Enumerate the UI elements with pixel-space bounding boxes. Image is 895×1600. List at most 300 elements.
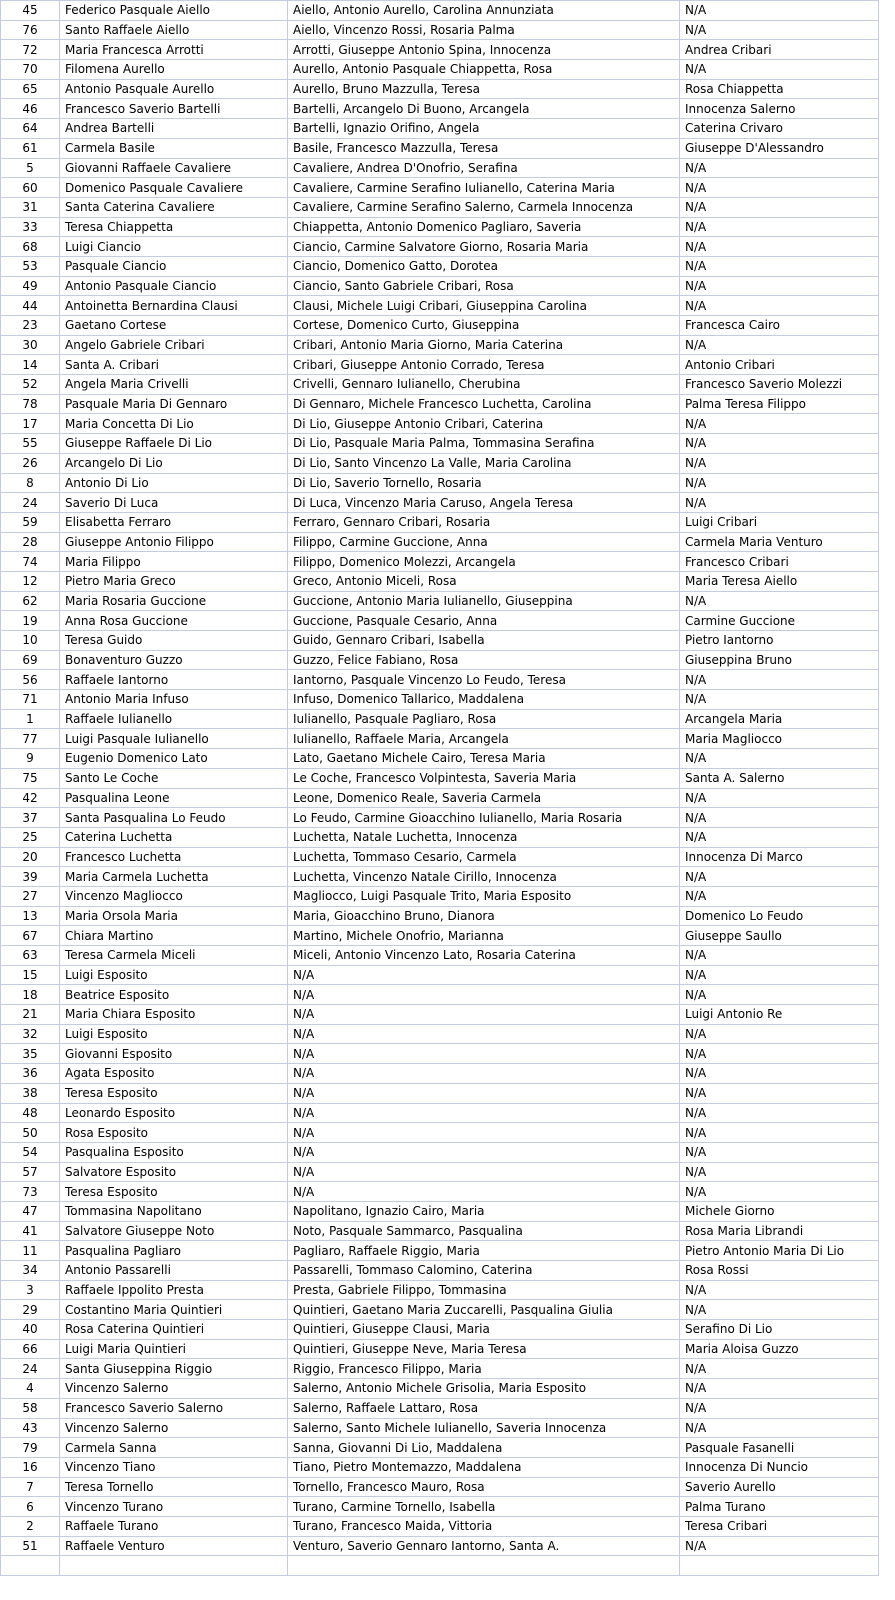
person-name-cell[interactable] bbox=[60, 1556, 288, 1576]
record-number-cell[interactable]: 25 bbox=[1, 827, 60, 847]
record-number-cell[interactable]: 70 bbox=[1, 60, 60, 80]
parents-cell[interactable]: Crivelli, Gennaro Iulianello, Cherubina bbox=[288, 375, 680, 395]
record-number-cell[interactable]: 45 bbox=[1, 1, 60, 21]
parents-cell[interactable]: Tornello, Francesco Mauro, Rosa bbox=[288, 1477, 680, 1497]
parents-cell[interactable]: Filippo, Domenico Molezzi, Arcangela bbox=[288, 552, 680, 572]
parents-cell[interactable]: Cavaliere, Carmine Serafino Iulianello, Caterina Maria bbox=[288, 178, 680, 198]
parents-cell[interactable]: Greco, Antonio Miceli, Rosa bbox=[288, 571, 680, 591]
record-number-cell[interactable]: 37 bbox=[1, 808, 60, 828]
person-name-cell[interactable]: Teresa Esposito bbox=[60, 1182, 288, 1202]
person-name-cell[interactable]: Angelo Gabriele Cribari bbox=[60, 335, 288, 355]
parents-cell[interactable]: Luchetta, Vincenzo Natale Cirillo, Innocenza bbox=[288, 867, 680, 887]
parents-cell[interactable]: Lo Feudo, Carmine Gioacchino Iulianello, Maria Rosaria bbox=[288, 808, 680, 828]
record-number-cell[interactable]: 42 bbox=[1, 788, 60, 808]
person-name-cell[interactable]: Luigi Maria Quintieri bbox=[60, 1339, 288, 1359]
parents-cell[interactable]: Turano, Carmine Tornello, Isabella bbox=[288, 1497, 680, 1517]
parents-cell[interactable]: N/A bbox=[288, 1123, 680, 1143]
person-name-cell[interactable]: Santo Raffaele Aiello bbox=[60, 20, 288, 40]
record-number-cell[interactable]: 38 bbox=[1, 1083, 60, 1103]
spouse-cell[interactable]: N/A bbox=[680, 276, 879, 296]
parents-cell[interactable]: Filippo, Carmine Guccione, Anna bbox=[288, 532, 680, 552]
spouse-cell[interactable]: N/A bbox=[680, 808, 879, 828]
record-number-cell[interactable]: 24 bbox=[1, 493, 60, 513]
person-name-cell[interactable]: Giuseppe Raffaele Di Lio bbox=[60, 434, 288, 454]
spouse-cell[interactable]: Maria Aloisa Guzzo bbox=[680, 1339, 879, 1359]
person-name-cell[interactable]: Caterina Luchetta bbox=[60, 827, 288, 847]
spouse-cell[interactable]: Teresa Cribari bbox=[680, 1516, 879, 1536]
spouse-cell[interactable]: N/A bbox=[680, 434, 879, 454]
record-number-cell[interactable]: 57 bbox=[1, 1162, 60, 1182]
parents-cell[interactable]: N/A bbox=[288, 1005, 680, 1025]
spouse-cell[interactable]: N/A bbox=[680, 296, 879, 316]
record-number-cell[interactable]: 64 bbox=[1, 119, 60, 139]
parents-cell[interactable]: Sanna, Giovanni Di Lio, Maddalena bbox=[288, 1438, 680, 1458]
parents-cell[interactable]: Miceli, Antonio Vincenzo Lato, Rosaria Caterina bbox=[288, 946, 680, 966]
spouse-cell[interactable]: N/A bbox=[680, 1024, 879, 1044]
spouse-cell[interactable]: Luigi Antonio Re bbox=[680, 1005, 879, 1025]
person-name-cell[interactable]: Agata Esposito bbox=[60, 1064, 288, 1084]
record-number-cell[interactable]: 51 bbox=[1, 1536, 60, 1556]
person-name-cell[interactable]: Antonio Pasquale Aurello bbox=[60, 79, 288, 99]
person-name-cell[interactable]: Raffaele Venturo bbox=[60, 1536, 288, 1556]
spouse-cell[interactable]: Giuseppina Bruno bbox=[680, 650, 879, 670]
person-name-cell[interactable]: Raffaele Iulianello bbox=[60, 709, 288, 729]
parents-cell[interactable]: Cavaliere, Andrea D'Onofrio, Serafina bbox=[288, 158, 680, 178]
person-name-cell[interactable]: Maria Concetta Di Lio bbox=[60, 414, 288, 434]
parents-cell[interactable]: Cortese, Domenico Curto, Giuseppina bbox=[288, 316, 680, 336]
person-name-cell[interactable]: Angela Maria Crivelli bbox=[60, 375, 288, 395]
spouse-cell[interactable]: N/A bbox=[680, 20, 879, 40]
spouse-cell[interactable]: N/A bbox=[680, 788, 879, 808]
record-number-cell[interactable] bbox=[1, 1556, 60, 1576]
person-name-cell[interactable]: Salvatore Esposito bbox=[60, 1162, 288, 1182]
person-name-cell[interactable]: Raffaele Turano bbox=[60, 1516, 288, 1536]
spouse-cell[interactable]: Rosa Chiappetta bbox=[680, 79, 879, 99]
parents-cell[interactable]: Di Lio, Pasquale Maria Palma, Tommasina Serafina bbox=[288, 434, 680, 454]
record-number-cell[interactable]: 62 bbox=[1, 591, 60, 611]
person-name-cell[interactable]: Teresa Carmela Miceli bbox=[60, 946, 288, 966]
record-number-cell[interactable]: 33 bbox=[1, 217, 60, 237]
record-number-cell[interactable]: 23 bbox=[1, 316, 60, 336]
record-number-cell[interactable]: 59 bbox=[1, 512, 60, 532]
record-number-cell[interactable]: 20 bbox=[1, 847, 60, 867]
record-number-cell[interactable]: 10 bbox=[1, 631, 60, 651]
spouse-cell[interactable]: N/A bbox=[680, 591, 879, 611]
parents-cell[interactable]: N/A bbox=[288, 985, 680, 1005]
spouse-cell[interactable]: N/A bbox=[680, 1418, 879, 1438]
parents-cell[interactable]: Luchetta, Tommaso Cesario, Carmela bbox=[288, 847, 680, 867]
record-number-cell[interactable]: 63 bbox=[1, 946, 60, 966]
parents-cell[interactable]: Riggio, Francesco Filippo, Maria bbox=[288, 1359, 680, 1379]
record-number-cell[interactable]: 76 bbox=[1, 20, 60, 40]
person-name-cell[interactable]: Pietro Maria Greco bbox=[60, 571, 288, 591]
record-number-cell[interactable]: 13 bbox=[1, 906, 60, 926]
spouse-cell[interactable]: N/A bbox=[680, 1359, 879, 1379]
record-number-cell[interactable]: 79 bbox=[1, 1438, 60, 1458]
spouse-cell[interactable]: N/A bbox=[680, 690, 879, 710]
record-number-cell[interactable]: 1 bbox=[1, 709, 60, 729]
record-number-cell[interactable]: 9 bbox=[1, 749, 60, 769]
parents-cell[interactable]: Tiano, Pietro Montemazzo, Maddalena bbox=[288, 1457, 680, 1477]
spouse-cell[interactable]: N/A bbox=[680, 158, 879, 178]
record-number-cell[interactable]: 19 bbox=[1, 611, 60, 631]
person-name-cell[interactable]: Vincenzo Tiano bbox=[60, 1457, 288, 1477]
record-number-cell[interactable]: 72 bbox=[1, 40, 60, 60]
person-name-cell[interactable]: Antonio Pasquale Ciancio bbox=[60, 276, 288, 296]
record-number-cell[interactable]: 32 bbox=[1, 1024, 60, 1044]
spouse-cell[interactable]: N/A bbox=[680, 1123, 879, 1143]
parents-cell[interactable]: Bartelli, Ignazio Orifino, Angela bbox=[288, 119, 680, 139]
person-name-cell[interactable]: Giovanni Raffaele Cavaliere bbox=[60, 158, 288, 178]
spouse-cell[interactable]: N/A bbox=[680, 493, 879, 513]
parents-cell[interactable]: Napolitano, Ignazio Cairo, Maria bbox=[288, 1201, 680, 1221]
record-number-cell[interactable]: 21 bbox=[1, 1005, 60, 1025]
record-number-cell[interactable]: 4 bbox=[1, 1379, 60, 1399]
person-name-cell[interactable]: Raffaele Ippolito Presta bbox=[60, 1280, 288, 1300]
person-name-cell[interactable]: Antonio Maria Infuso bbox=[60, 690, 288, 710]
spouse-cell[interactable]: N/A bbox=[680, 473, 879, 493]
person-name-cell[interactable]: Antonio Di Lio bbox=[60, 473, 288, 493]
parents-cell[interactable] bbox=[288, 1556, 680, 1576]
spouse-cell[interactable]: Caterina Crivaro bbox=[680, 119, 879, 139]
parents-cell[interactable]: Ciancio, Carmine Salvatore Giorno, Rosaria Maria bbox=[288, 237, 680, 257]
record-number-cell[interactable]: 69 bbox=[1, 650, 60, 670]
person-name-cell[interactable]: Santo Le Coche bbox=[60, 768, 288, 788]
record-number-cell[interactable]: 15 bbox=[1, 965, 60, 985]
parents-cell[interactable]: N/A bbox=[288, 1162, 680, 1182]
spouse-cell[interactable]: N/A bbox=[680, 217, 879, 237]
record-number-cell[interactable]: 50 bbox=[1, 1123, 60, 1143]
parents-cell[interactable]: Clausi, Michele Luigi Cribari, Giuseppina Carolina bbox=[288, 296, 680, 316]
spouse-cell[interactable]: N/A bbox=[680, 985, 879, 1005]
spouse-cell[interactable]: N/A bbox=[680, 414, 879, 434]
parents-cell[interactable]: Aiello, Vincenzo Rossi, Rosaria Palma bbox=[288, 20, 680, 40]
record-number-cell[interactable]: 36 bbox=[1, 1064, 60, 1084]
spouse-cell[interactable] bbox=[680, 1556, 879, 1576]
spouse-cell[interactable]: Carmine Guccione bbox=[680, 611, 879, 631]
spouse-cell[interactable]: N/A bbox=[680, 237, 879, 257]
spouse-cell[interactable]: Pietro Antonio Maria Di Lio bbox=[680, 1241, 879, 1261]
parents-cell[interactable]: N/A bbox=[288, 1024, 680, 1044]
person-name-cell[interactable]: Teresa Tornello bbox=[60, 1477, 288, 1497]
person-name-cell[interactable]: Maria Francesca Arrotti bbox=[60, 40, 288, 60]
spouse-cell[interactable]: Francesco Saverio Molezzi bbox=[680, 375, 879, 395]
person-name-cell[interactable]: Teresa Guido bbox=[60, 631, 288, 651]
person-name-cell[interactable]: Vincenzo Salerno bbox=[60, 1379, 288, 1399]
record-number-cell[interactable]: 65 bbox=[1, 79, 60, 99]
parents-cell[interactable]: Le Coche, Francesco Volpintesta, Saveria Maria bbox=[288, 768, 680, 788]
parents-cell[interactable]: Aurello, Bruno Mazzulla, Teresa bbox=[288, 79, 680, 99]
spouse-cell[interactable]: N/A bbox=[680, 1398, 879, 1418]
spouse-cell[interactable]: Francesco Cribari bbox=[680, 552, 879, 572]
person-name-cell[interactable]: Filomena Aurello bbox=[60, 60, 288, 80]
spouse-cell[interactable]: N/A bbox=[680, 60, 879, 80]
parents-cell[interactable]: Guido, Gennaro Cribari, Isabella bbox=[288, 631, 680, 651]
spouse-cell[interactable]: N/A bbox=[680, 1280, 879, 1300]
record-number-cell[interactable]: 8 bbox=[1, 473, 60, 493]
record-number-cell[interactable]: 35 bbox=[1, 1044, 60, 1064]
person-name-cell[interactable]: Arcangelo Di Lio bbox=[60, 453, 288, 473]
record-number-cell[interactable]: 40 bbox=[1, 1320, 60, 1340]
person-name-cell[interactable]: Eugenio Domenico Lato bbox=[60, 749, 288, 769]
parents-cell[interactable]: Iantorno, Pasquale Vincenzo Lo Feudo, Teresa bbox=[288, 670, 680, 690]
parents-cell[interactable]: Infuso, Domenico Tallarico, Maddalena bbox=[288, 690, 680, 710]
record-number-cell[interactable]: 54 bbox=[1, 1142, 60, 1162]
record-number-cell[interactable]: 75 bbox=[1, 768, 60, 788]
record-number-cell[interactable]: 26 bbox=[1, 453, 60, 473]
spouse-cell[interactable]: N/A bbox=[680, 867, 879, 887]
spouse-cell[interactable]: Michele Giorno bbox=[680, 1201, 879, 1221]
parents-cell[interactable]: Quintieri, Giuseppe Neve, Maria Teresa bbox=[288, 1339, 680, 1359]
spouse-cell[interactable]: N/A bbox=[680, 1300, 879, 1320]
spouse-cell[interactable]: N/A bbox=[680, 1182, 879, 1202]
person-name-cell[interactable]: Maria Rosaria Guccione bbox=[60, 591, 288, 611]
person-name-cell[interactable]: Vincenzo Salerno bbox=[60, 1418, 288, 1438]
record-number-cell[interactable]: 41 bbox=[1, 1221, 60, 1241]
spouse-cell[interactable]: Maria Teresa Aiello bbox=[680, 571, 879, 591]
person-name-cell[interactable]: Maria Chiara Esposito bbox=[60, 1005, 288, 1025]
parents-cell[interactable]: Di Luca, Vincenzo Maria Caruso, Angela Teresa bbox=[288, 493, 680, 513]
spouse-cell[interactable]: N/A bbox=[680, 827, 879, 847]
person-name-cell[interactable]: Santa Giuseppina Riggio bbox=[60, 1359, 288, 1379]
spouse-cell[interactable]: Francesca Cairo bbox=[680, 316, 879, 336]
parents-cell[interactable]: Pagliaro, Raffaele Riggio, Maria bbox=[288, 1241, 680, 1261]
person-name-cell[interactable]: Pasqualina Pagliaro bbox=[60, 1241, 288, 1261]
spouse-cell[interactable]: N/A bbox=[680, 335, 879, 355]
spouse-cell[interactable]: Rosa Rossi bbox=[680, 1261, 879, 1281]
spouse-cell[interactable]: Serafino Di Lio bbox=[680, 1320, 879, 1340]
person-name-cell[interactable]: Francesco Saverio Salerno bbox=[60, 1398, 288, 1418]
parents-cell[interactable]: Martino, Michele Onofrio, Marianna bbox=[288, 926, 680, 946]
spouse-cell[interactable]: N/A bbox=[680, 886, 879, 906]
person-name-cell[interactable]: Vincenzo Turano bbox=[60, 1497, 288, 1517]
record-number-cell[interactable]: 27 bbox=[1, 886, 60, 906]
parents-cell[interactable]: Venturo, Saverio Gennaro Iantorno, Santa A. bbox=[288, 1536, 680, 1556]
parents-cell[interactable]: Ciancio, Domenico Gatto, Dorotea bbox=[288, 256, 680, 276]
parents-cell[interactable]: Aiello, Antonio Aurello, Carolina Annunziata bbox=[288, 1, 680, 21]
parents-cell[interactable]: Passarelli, Tommaso Calomino, Caterina bbox=[288, 1261, 680, 1281]
person-name-cell[interactable]: Luigi Esposito bbox=[60, 1024, 288, 1044]
parents-cell[interactable]: Di Lio, Giuseppe Antonio Cribari, Caterina bbox=[288, 414, 680, 434]
person-name-cell[interactable]: Pasquale Ciancio bbox=[60, 256, 288, 276]
record-number-cell[interactable]: 44 bbox=[1, 296, 60, 316]
parents-cell[interactable]: Guzzo, Felice Fabiano, Rosa bbox=[288, 650, 680, 670]
spouse-cell[interactable]: N/A bbox=[680, 946, 879, 966]
parents-cell[interactable]: N/A bbox=[288, 1083, 680, 1103]
person-name-cell[interactable]: Salvatore Giuseppe Noto bbox=[60, 1221, 288, 1241]
record-number-cell[interactable]: 16 bbox=[1, 1457, 60, 1477]
person-name-cell[interactable]: Giovanni Esposito bbox=[60, 1044, 288, 1064]
person-name-cell[interactable]: Francesco Saverio Bartelli bbox=[60, 99, 288, 119]
spouse-cell[interactable]: Andrea Cribari bbox=[680, 40, 879, 60]
person-name-cell[interactable]: Giuseppe Antonio Filippo bbox=[60, 532, 288, 552]
person-name-cell[interactable]: Beatrice Esposito bbox=[60, 985, 288, 1005]
spouse-cell[interactable]: Carmela Maria Venturo bbox=[680, 532, 879, 552]
record-number-cell[interactable]: 3 bbox=[1, 1280, 60, 1300]
parents-cell[interactable]: Chiappetta, Antonio Domenico Pagliaro, Saveria bbox=[288, 217, 680, 237]
parents-cell[interactable]: Ferraro, Gennaro Cribari, Rosaria bbox=[288, 512, 680, 532]
person-name-cell[interactable]: Antonio Passarelli bbox=[60, 1261, 288, 1281]
spouse-cell[interactable]: Giuseppe D'Alessandro bbox=[680, 138, 879, 158]
spouse-cell[interactable]: Palma Teresa Filippo bbox=[680, 394, 879, 414]
record-number-cell[interactable]: 29 bbox=[1, 1300, 60, 1320]
person-name-cell[interactable]: Saverio Di Luca bbox=[60, 493, 288, 513]
person-name-cell[interactable]: Antoinetta Bernardina Clausi bbox=[60, 296, 288, 316]
record-number-cell[interactable]: 7 bbox=[1, 1477, 60, 1497]
person-name-cell[interactable]: Elisabetta Ferraro bbox=[60, 512, 288, 532]
person-name-cell[interactable]: Luigi Esposito bbox=[60, 965, 288, 985]
parents-cell[interactable]: Maria, Gioacchino Bruno, Dianora bbox=[288, 906, 680, 926]
spouse-cell[interactable]: N/A bbox=[680, 1379, 879, 1399]
person-name-cell[interactable]: Santa Caterina Cavaliere bbox=[60, 197, 288, 217]
parents-cell[interactable]: Salerno, Raffaele Lattaro, Rosa bbox=[288, 1398, 680, 1418]
person-name-cell[interactable]: Vincenzo Magliocco bbox=[60, 886, 288, 906]
person-name-cell[interactable]: Leonardo Esposito bbox=[60, 1103, 288, 1123]
record-number-cell[interactable]: 78 bbox=[1, 394, 60, 414]
spouse-cell[interactable]: N/A bbox=[680, 197, 879, 217]
record-number-cell[interactable]: 58 bbox=[1, 1398, 60, 1418]
parents-cell[interactable]: Arrotti, Giuseppe Antonio Spina, Innocenza bbox=[288, 40, 680, 60]
record-number-cell[interactable]: 11 bbox=[1, 1241, 60, 1261]
parents-cell[interactable]: Cribari, Antonio Maria Giorno, Maria Caterina bbox=[288, 335, 680, 355]
record-number-cell[interactable]: 30 bbox=[1, 335, 60, 355]
person-name-cell[interactable]: Andrea Bartelli bbox=[60, 119, 288, 139]
person-name-cell[interactable]: Luigi Ciancio bbox=[60, 237, 288, 257]
person-name-cell[interactable]: Pasqualina Esposito bbox=[60, 1142, 288, 1162]
parents-cell[interactable]: Di Gennaro, Michele Francesco Luchetta, Carolina bbox=[288, 394, 680, 414]
spouse-cell[interactable]: Pasquale Fasanelli bbox=[680, 1438, 879, 1458]
spouse-cell[interactable]: N/A bbox=[680, 453, 879, 473]
record-number-cell[interactable]: 47 bbox=[1, 1201, 60, 1221]
parents-cell[interactable]: Bartelli, Arcangelo Di Buono, Arcangela bbox=[288, 99, 680, 119]
spouse-cell[interactable]: N/A bbox=[680, 1103, 879, 1123]
parents-cell[interactable]: N/A bbox=[288, 1142, 680, 1162]
spouse-cell[interactable]: Pietro Iantorno bbox=[680, 631, 879, 651]
parents-cell[interactable]: Aurello, Antonio Pasquale Chiappetta, Rosa bbox=[288, 60, 680, 80]
parents-cell[interactable]: Basile, Francesco Mazzulla, Teresa bbox=[288, 138, 680, 158]
person-name-cell[interactable]: Teresa Chiappetta bbox=[60, 217, 288, 237]
person-name-cell[interactable]: Rosa Caterina Quintieri bbox=[60, 1320, 288, 1340]
record-number-cell[interactable]: 74 bbox=[1, 552, 60, 572]
record-number-cell[interactable]: 14 bbox=[1, 355, 60, 375]
parents-cell[interactable]: N/A bbox=[288, 1044, 680, 1064]
person-name-cell[interactable]: Gaetano Cortese bbox=[60, 316, 288, 336]
spouse-cell[interactable]: Domenico Lo Feudo bbox=[680, 906, 879, 926]
record-number-cell[interactable]: 48 bbox=[1, 1103, 60, 1123]
record-number-cell[interactable]: 46 bbox=[1, 99, 60, 119]
spouse-cell[interactable]: Innocenza Salerno bbox=[680, 99, 879, 119]
spouse-cell[interactable]: Saverio Aurello bbox=[680, 1477, 879, 1497]
person-name-cell[interactable]: Federico Pasquale Aiello bbox=[60, 1, 288, 21]
person-name-cell[interactable]: Carmela Basile bbox=[60, 138, 288, 158]
record-number-cell[interactable]: 66 bbox=[1, 1339, 60, 1359]
spouse-cell[interactable]: Innocenza Di Marco bbox=[680, 847, 879, 867]
record-number-cell[interactable]: 77 bbox=[1, 729, 60, 749]
person-name-cell[interactable]: Raffaele Iantorno bbox=[60, 670, 288, 690]
person-name-cell[interactable]: Santa Pasqualina Lo Feudo bbox=[60, 808, 288, 828]
parents-cell[interactable]: Salerno, Antonio Michele Grisolia, Maria Esposito bbox=[288, 1379, 680, 1399]
spouse-cell[interactable]: N/A bbox=[680, 1064, 879, 1084]
parents-cell[interactable]: Leone, Domenico Reale, Saveria Carmela bbox=[288, 788, 680, 808]
spouse-cell[interactable]: Luigi Cribari bbox=[680, 512, 879, 532]
record-number-cell[interactable]: 61 bbox=[1, 138, 60, 158]
person-name-cell[interactable]: Domenico Pasquale Cavaliere bbox=[60, 178, 288, 198]
parents-cell[interactable]: N/A bbox=[288, 1064, 680, 1084]
spouse-cell[interactable]: N/A bbox=[680, 1162, 879, 1182]
spouse-cell[interactable]: N/A bbox=[680, 256, 879, 276]
person-name-cell[interactable]: Maria Filippo bbox=[60, 552, 288, 572]
spouse-cell[interactable]: N/A bbox=[680, 749, 879, 769]
spouse-cell[interactable]: Arcangela Maria bbox=[680, 709, 879, 729]
parents-cell[interactable]: Iulianello, Raffaele Maria, Arcangela bbox=[288, 729, 680, 749]
spouse-cell[interactable]: N/A bbox=[680, 1083, 879, 1103]
parents-cell[interactable]: N/A bbox=[288, 965, 680, 985]
spouse-cell[interactable]: N/A bbox=[680, 965, 879, 985]
parents-cell[interactable]: Presta, Gabriele Filippo, Tommasina bbox=[288, 1280, 680, 1300]
parents-cell[interactable]: Turano, Francesco Maida, Vittoria bbox=[288, 1516, 680, 1536]
person-name-cell[interactable]: Carmela Sanna bbox=[60, 1438, 288, 1458]
parents-cell[interactable]: N/A bbox=[288, 1103, 680, 1123]
record-number-cell[interactable]: 68 bbox=[1, 237, 60, 257]
parents-cell[interactable]: Ciancio, Santo Gabriele Cribari, Rosa bbox=[288, 276, 680, 296]
spouse-cell[interactable]: N/A bbox=[680, 1, 879, 21]
spouse-cell[interactable]: Giuseppe Saullo bbox=[680, 926, 879, 946]
person-name-cell[interactable]: Rosa Esposito bbox=[60, 1123, 288, 1143]
person-name-cell[interactable]: Pasquale Maria Di Gennaro bbox=[60, 394, 288, 414]
spouse-cell[interactable]: N/A bbox=[680, 1044, 879, 1064]
record-number-cell[interactable]: 55 bbox=[1, 434, 60, 454]
parents-cell[interactable]: Di Lio, Santo Vincenzo La Valle, Maria Carolina bbox=[288, 453, 680, 473]
record-number-cell[interactable]: 12 bbox=[1, 571, 60, 591]
record-number-cell[interactable]: 73 bbox=[1, 1182, 60, 1202]
record-number-cell[interactable]: 5 bbox=[1, 158, 60, 178]
record-number-cell[interactable]: 28 bbox=[1, 532, 60, 552]
person-name-cell[interactable]: Luigi Pasquale Iulianello bbox=[60, 729, 288, 749]
record-number-cell[interactable]: 71 bbox=[1, 690, 60, 710]
spouse-cell[interactable]: N/A bbox=[680, 178, 879, 198]
record-number-cell[interactable]: 24 bbox=[1, 1359, 60, 1379]
person-name-cell[interactable]: Chiara Martino bbox=[60, 926, 288, 946]
parents-cell[interactable]: Magliocco, Luigi Pasquale Trito, Maria Esposito bbox=[288, 886, 680, 906]
person-name-cell[interactable]: Costantino Maria Quintieri bbox=[60, 1300, 288, 1320]
spouse-cell[interactable]: N/A bbox=[680, 670, 879, 690]
person-name-cell[interactable]: Pasqualina Leone bbox=[60, 788, 288, 808]
person-name-cell[interactable]: Maria Carmela Luchetta bbox=[60, 867, 288, 887]
parents-cell[interactable]: Di Lio, Saverio Tornello, Rosaria bbox=[288, 473, 680, 493]
record-number-cell[interactable]: 60 bbox=[1, 178, 60, 198]
record-number-cell[interactable]: 52 bbox=[1, 375, 60, 395]
parents-cell[interactable]: Noto, Pasquale Sammarco, Pasqualina bbox=[288, 1221, 680, 1241]
spouse-cell[interactable]: N/A bbox=[680, 1142, 879, 1162]
spouse-cell[interactable]: Rosa Maria Librandi bbox=[680, 1221, 879, 1241]
parents-cell[interactable]: Guccione, Antonio Maria Iulianello, Giuseppina bbox=[288, 591, 680, 611]
record-number-cell[interactable]: 18 bbox=[1, 985, 60, 1005]
person-name-cell[interactable]: Santa A. Cribari bbox=[60, 355, 288, 375]
person-name-cell[interactable]: Tommasina Napolitano bbox=[60, 1201, 288, 1221]
record-number-cell[interactable]: 34 bbox=[1, 1261, 60, 1281]
record-number-cell[interactable]: 43 bbox=[1, 1418, 60, 1438]
record-number-cell[interactable]: 39 bbox=[1, 867, 60, 887]
spouse-cell[interactable]: Antonio Cribari bbox=[680, 355, 879, 375]
parents-cell[interactable]: Quintieri, Giuseppe Clausi, Maria bbox=[288, 1320, 680, 1340]
record-number-cell[interactable]: 6 bbox=[1, 1497, 60, 1517]
record-number-cell[interactable]: 2 bbox=[1, 1516, 60, 1536]
parents-cell[interactable]: Iulianello, Pasquale Pagliaro, Rosa bbox=[288, 709, 680, 729]
record-number-cell[interactable]: 31 bbox=[1, 197, 60, 217]
spouse-cell[interactable]: N/A bbox=[680, 1536, 879, 1556]
person-name-cell[interactable]: Bonaventuro Guzzo bbox=[60, 650, 288, 670]
record-number-cell[interactable]: 49 bbox=[1, 276, 60, 296]
